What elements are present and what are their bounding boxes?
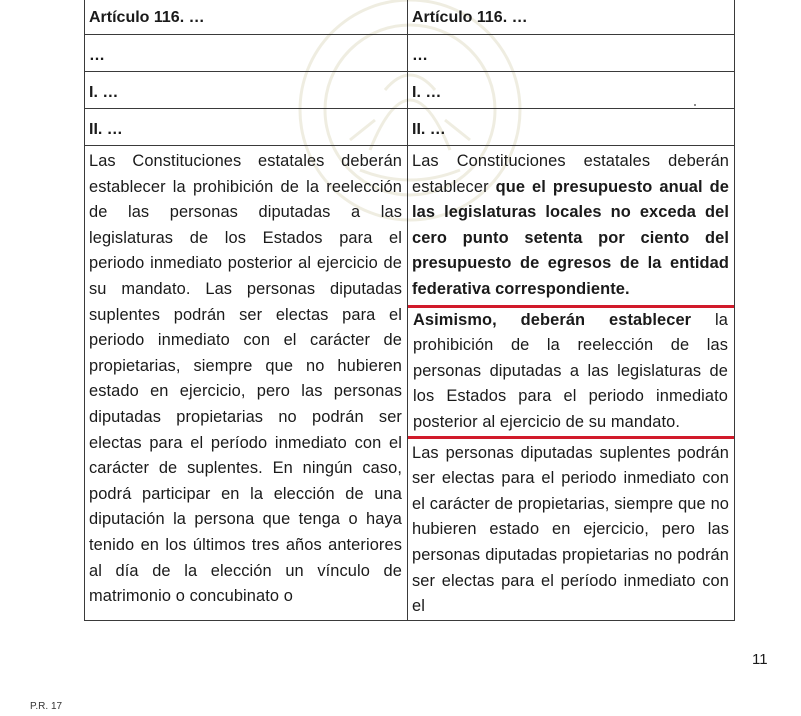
proposed-text-tail: Las personas diputadas suplentes podrán ser electas para el periodo inmediato con el carácter de propietarias, siempre que no hubieren estado en ejercicio, pero las personas diputadas propietarias no podrán ser electas para el período inmediato con el: [412, 443, 729, 616]
table-row: [85, 0, 735, 35]
footer-code: P.R. 17: [30, 701, 63, 712]
table-row: [85, 72, 735, 109]
table-row: [85, 146, 735, 621]
page-number: 11: [752, 651, 768, 668]
proposed-text-intro: [412, 149, 729, 303]
proposed-budget-clause: que el presupuesto anual de las legislaturas locales no exceda del cero punto setenta por ciento del presupuesto de egresos de la entidad federativa correspondiente.: [412, 177, 729, 298]
highlighted-text: [413, 308, 728, 436]
current-text-cell: [85, 146, 408, 621]
table-row: [85, 35, 735, 72]
proposed-intro: Las Constituciones estatales deberán establecer: [412, 152, 729, 196]
highlight-rest: la prohibición de la reelección de las personas diputadas a las legislaturas de los Estados para el periodo inmediato posterior al ejercicio de su mandato.: [413, 310, 728, 431]
row-right-cell: …: [408, 35, 735, 72]
header-right-cell: Artículo 116. …: [408, 0, 735, 35]
current-text: Las Constituciones estatales deberán establecer la prohibición de la reelección de las personas diputadas a las legislaturas de los Estados para el periodo inmediato posterior al ejercicio de su mandato. Las personas diputadas suplentes podrán ser electas para el periodo inmediato con el carácter de propietarias, siempre que no hubieren estado en ejercicio, pero las personas diputadas propietarias no podrán ser electas para el período inmediato con el carácter de suplentes. En ningún caso, podrá participar en la elección de una diputación la persona que tenga o haya tenido en los últimos tres años anteriores al día de la elección un vínculo de matrimonio o concubinato o: [89, 152, 402, 606]
row-right-cell: I. …: [408, 72, 735, 109]
proposed-text-cell: [408, 146, 735, 621]
row-left-cell: …: [85, 35, 408, 72]
highlight-box: [408, 305, 735, 439]
row-right-cell: II. …: [408, 109, 735, 146]
row-left-cell: I. …: [85, 72, 408, 109]
highlight-bold: Asimismo, deberán establecer: [413, 310, 692, 329]
row-left-cell: II. …: [85, 109, 408, 146]
comparison-table: [84, 0, 735, 621]
table-row: [85, 109, 735, 146]
header-left-cell: Artículo 116. …: [85, 0, 408, 35]
